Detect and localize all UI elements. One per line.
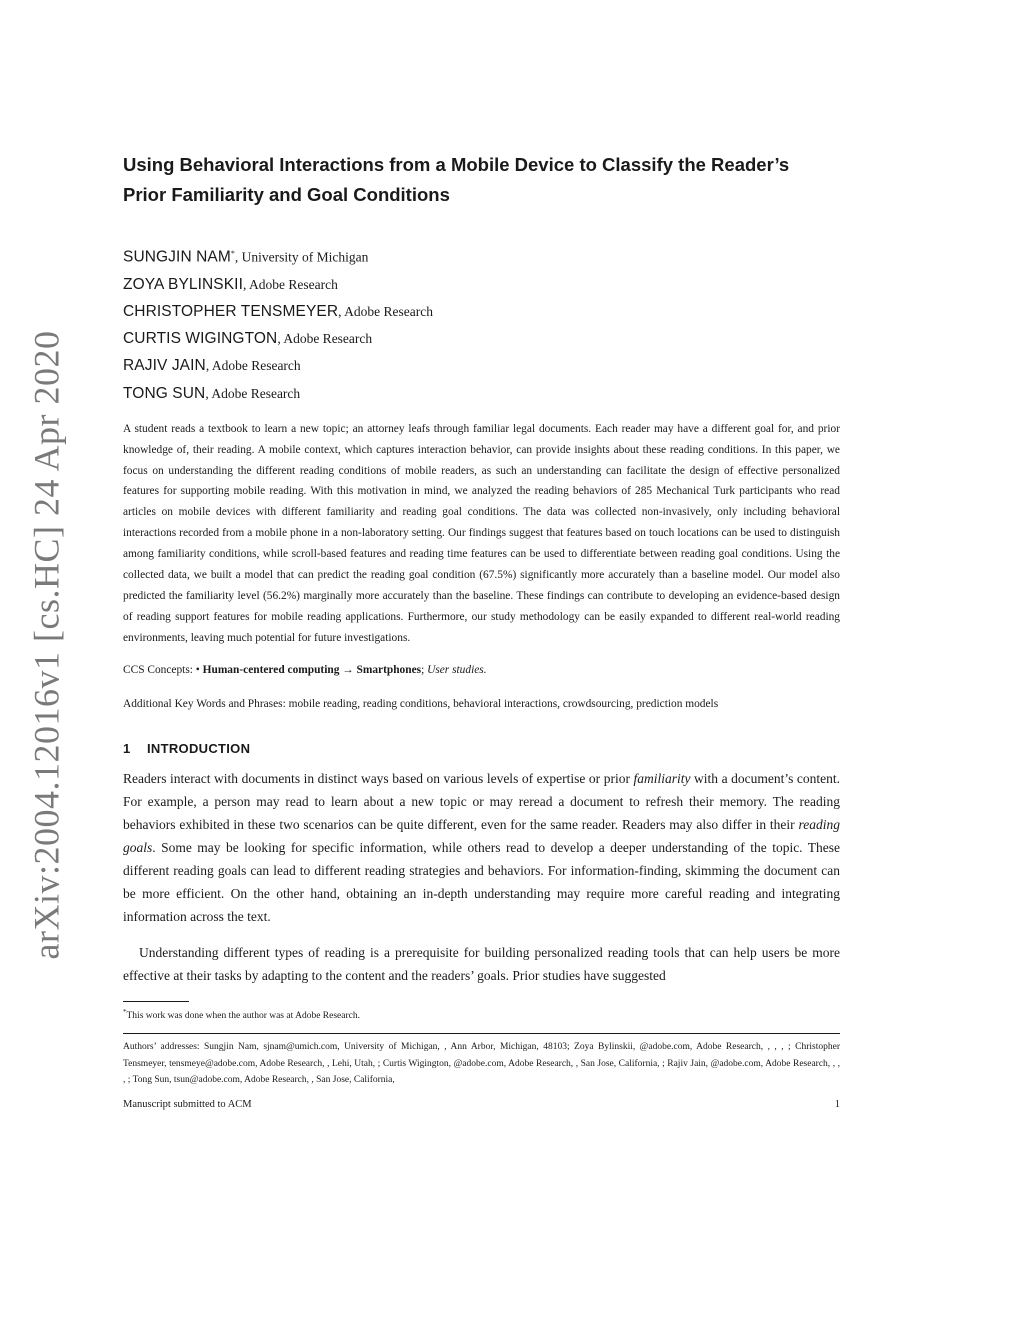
author-footnote-mark: * [230, 249, 235, 258]
text-run: with a document’s content. For example, a person may read to learn about a new topic or may reread a document to refresh their memory. The reading behaviors exhibited in these two scenarios can be quite different, even for the same reader. Readers may also differ in their [123, 770, 840, 832]
ccs-label: CCS Concepts: • [123, 663, 203, 676]
footnote [123, 1005, 840, 1023]
manuscript-note: Manuscript submitted to ACM [123, 1098, 252, 1110]
keywords: Additional Key Words and Phrases: mobile reading, reading conditions, behavioral interactions, crowdsourcing, prediction models [123, 697, 719, 710]
author-addresses: Authors’ addresses: Sungjin Nam, sjnam@umich.com, University of Michigan, , Ann Arbor, Michigan, 48103; Zoya Bylinskii, @adobe.com, Adobe Research, , , , ; Christopher Tensmeyer, tensmeye@adobe.com, Adobe Research, , Lehi, Utah, ; Curtis Wigington, @adobe.com, Adobe Research, , San Jose, California, ; Rajiv Jain, @adobe.com, Adobe Research, , , , ; Tong Sun, tsun@adobe.com, Adobe Research, , San Jose, California, [123, 1041, 840, 1086]
emphasis-familiarity: familiarity [633, 770, 691, 786]
author-entry [123, 352, 840, 379]
author-name: CHRISTOPHER TENSMEYER [123, 302, 339, 320]
title-line-1: Using Behavioral Interactions from a Mobile Device to Classify the Reader’s [123, 154, 790, 175]
author-affiliation: , Adobe Research [243, 276, 338, 292]
author-entry [123, 240, 840, 271]
section-title: INTRODUCTION [147, 740, 251, 756]
footnote-mark: * [123, 1007, 127, 1016]
section-heading [123, 739, 840, 759]
author-entry [123, 380, 840, 407]
intro-paragraph-2: Understanding different types of reading is a prerequisite for building personalized reading tools that can help users be more effective at their tasks by adapting to the content and the readers’ goals. Prior studies have suggested [123, 945, 840, 984]
paper-title [123, 150, 840, 210]
author-affiliation: , Adobe Research [277, 331, 373, 347]
author-affiliation: , Adobe Research [205, 358, 301, 374]
ccs-separator: ; [421, 663, 428, 676]
author-affiliation: , Adobe Research [338, 303, 433, 319]
emphasis-reading-goals: reading goals [123, 816, 840, 855]
addresses-divider [123, 1033, 840, 1034]
author-entry [123, 325, 840, 352]
page-number: 1 [834, 1098, 840, 1110]
author-affiliation: , Adobe Research [205, 385, 301, 401]
ccs-concepts [123, 661, 840, 679]
arxiv-identifier: arXiv:2004.12016v1 [cs.HC] 24 Apr 2020 [26, 330, 67, 960]
footnote-text: This work was done when the author was at Adobe Research. [126, 1010, 360, 1021]
page-footer [123, 1097, 840, 1113]
intro-paragraph-1 [123, 767, 840, 928]
section-number: 1 [123, 740, 131, 756]
author-name: SUNGJIN NAM [123, 248, 231, 266]
arxiv-sidebar [24, 330, 68, 960]
author-affiliation: , University of Michigan [234, 249, 369, 265]
ccs-arrow: → [339, 663, 357, 676]
ccs-concept: Human-centered computing [202, 663, 340, 676]
paper-page [123, 150, 840, 1113]
author-name: TONG SUN [123, 384, 206, 402]
ccs-extra: User studies. [427, 663, 487, 676]
abstract: A student reads a textbook to learn a new topic; an attorney leafs through familiar legal documents. Each reader may have a different goal for, and prior knowledge of, their reading. A mobile context, which captures interaction behavior, can provide insights about these reading conditions. In this paper, we focus on understanding the different reading conditions of mobile readers, as such an understanding can facilitate the design of effective personalized features for supporting mobile reading. With this motivation in mind, we analyzed the reading behaviors of 285 Mechanical Turk participants who read articles on mobile devices with different familiarity and reading goal conditions. The data was collected non-invasively, only including behavioral interactions recorded from a mobile phone in a non-laboratory setting. Our findings suggest that features based on touch locations can be used to distinguish among familiarity conditions, while scroll-based features and reading time features can be used to differentiate between reading goal conditions. Using the collected data, we built a model that can predict the reading goal condition (67.5%) significantly more accurately than a baseline model. Our model also predicted the familiarity level (56.2%) marginally more accurately than the baseline. These findings can contribute to developing an evidence-based design of reading support features for mobile reading applications. Furthermore, our study methodology can be easily expanded to different real-world reading environments, leaving much potential for future investigations. [123, 422, 840, 644]
author-entry [123, 271, 840, 298]
author-name: CURTIS WIGINGTON [123, 330, 278, 348]
author-name: ZOYA BYLINSKII [123, 275, 243, 293]
ccs-subconcept: Smartphones [356, 663, 422, 676]
text-run: . Some may be looking for specific information, while others read to develop a deeper understanding of the topic. These different reading goals can lead to different reading strategies and behaviors. For information-finding, skimming the document can be more efficient. On the other hand, obtaining an in-depth understanding may require more careful reading and integrating information across the text. [123, 839, 840, 924]
text-run: Readers interact with documents in distinct ways based on various levels of expertise or prior [123, 770, 634, 786]
author-list [123, 240, 840, 407]
title-line-2: Prior Familiarity and Goal Conditions [123, 184, 450, 205]
author-name: RAJIV JAIN [123, 357, 206, 375]
author-entry [123, 298, 840, 325]
footnote-divider [123, 1001, 189, 1002]
